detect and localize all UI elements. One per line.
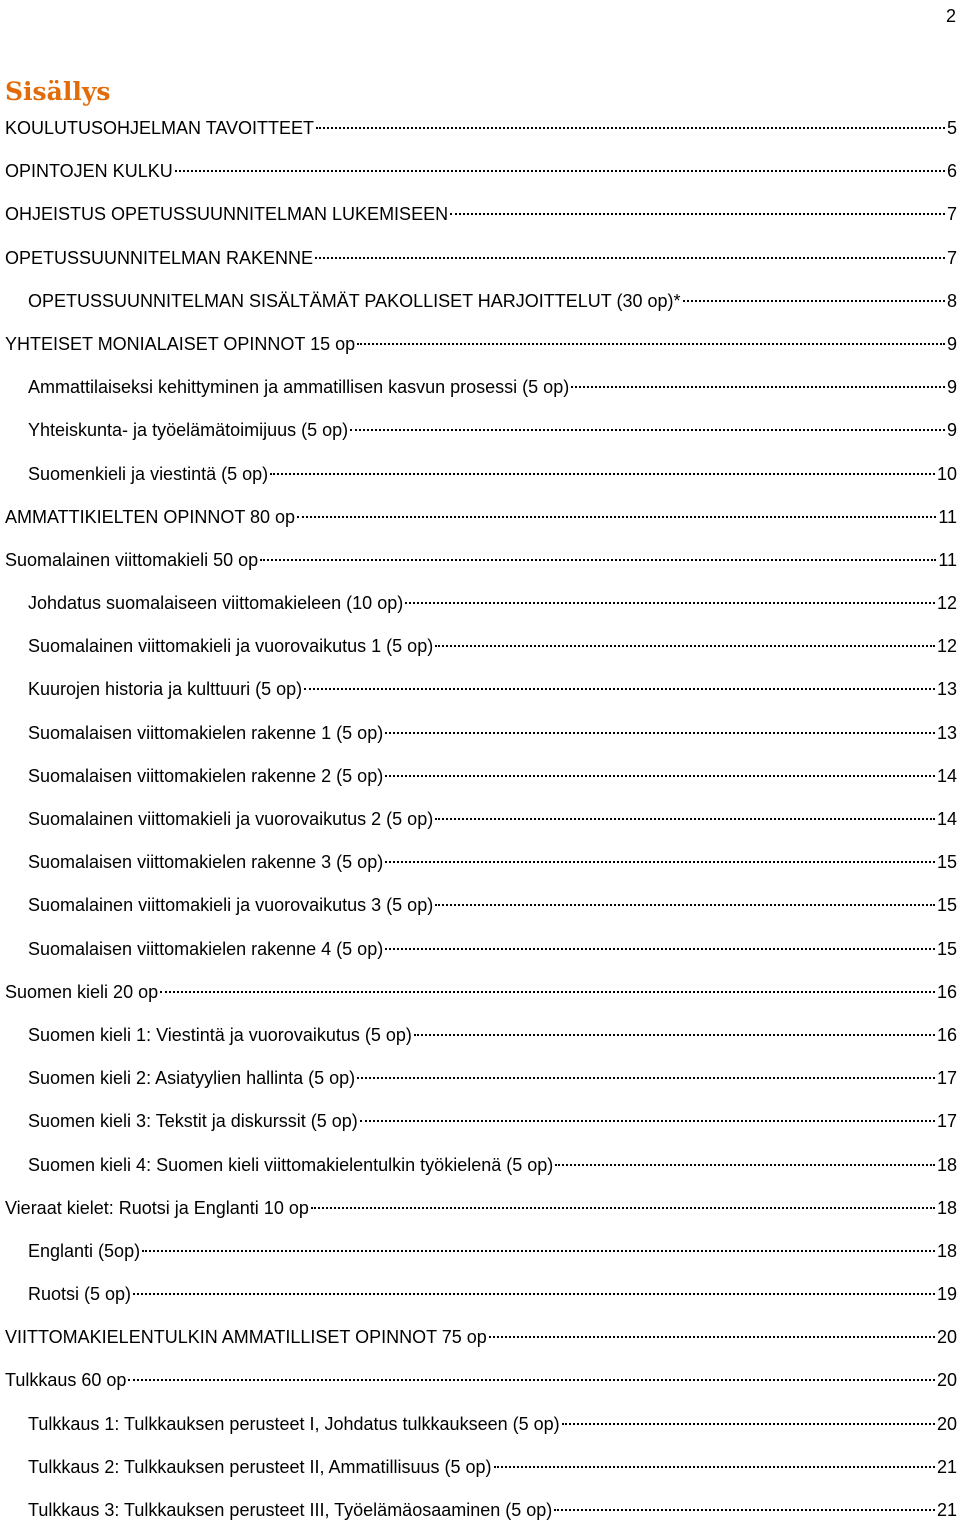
toc-dot-leader xyxy=(555,1164,935,1166)
toc-dot-leader xyxy=(405,602,935,604)
toc-entry[interactable] xyxy=(0,928,960,971)
table-of-contents xyxy=(0,107,960,1532)
toc-entry-page: 13 xyxy=(936,679,957,700)
toc-entry[interactable] xyxy=(0,409,960,452)
toc-dot-leader xyxy=(133,1293,935,1295)
toc-entry-title: OHJEISTUS OPETUSSUUNNITELMAN LUKEMISEEN xyxy=(5,204,449,225)
toc-entry-page: 11 xyxy=(938,506,957,527)
toc-entry-page: 21 xyxy=(936,1456,957,1477)
toc-entry-title: Suomalainen viittomakieli ja vuorovaikutus 3 (5 op) xyxy=(28,895,434,916)
toc-dot-leader xyxy=(385,732,935,734)
toc-entry-title: Suomalaisen viittomakielen rakenne 2 (5 op) xyxy=(28,765,384,786)
toc-entry-page: 14 xyxy=(936,765,957,786)
toc-entry-page: 12 xyxy=(936,636,957,657)
toc-entry-page: 19 xyxy=(936,1284,957,1305)
toc-entry-title: OPETUSSUUNNITELMAN RAKENNE xyxy=(5,247,314,268)
toc-entry-title: Suomen kieli 20 op xyxy=(5,981,159,1002)
toc-entry-page: 21 xyxy=(936,1500,957,1520)
toc-entry-title: Suomalainen viittomakieli 50 op xyxy=(5,549,259,570)
toc-dot-leader xyxy=(450,213,945,215)
toc-entry-title: Ammattilaiseksi kehittyminen ja ammatillisen kasvun prosessi (5 op) xyxy=(28,377,570,398)
toc-entry[interactable] xyxy=(0,1316,960,1359)
toc-entry-page: 17 xyxy=(936,1111,957,1132)
toc-entry-page: 5 xyxy=(946,118,957,138)
toc-entry-title: VIITTOMAKIELENTULKIN AMMATILLISET OPINNOT 75 op xyxy=(5,1327,487,1348)
toc-entry-title: Tulkkaus 60 op xyxy=(5,1370,127,1391)
toc-entry-title: Johdatus suomalaiseen viittomakieleen (10 op) xyxy=(28,593,404,614)
toc-dot-leader xyxy=(414,1034,935,1036)
toc-entry-title: Tulkkaus 2: Tulkkauksen perusteet II, Ammatillisuus (5 op) xyxy=(28,1456,492,1477)
toc-entry[interactable] xyxy=(0,1403,960,1446)
toc-dot-leader xyxy=(315,257,945,259)
toc-entry[interactable] xyxy=(0,1359,960,1402)
toc-entry-page: 17 xyxy=(936,1068,957,1089)
toc-entry-page: 7 xyxy=(946,204,957,225)
toc-dot-leader xyxy=(494,1466,935,1468)
toc-entry[interactable] xyxy=(0,453,960,496)
toc-entry[interactable] xyxy=(0,755,960,798)
toc-entry-title: Kuurojen historia ja kulttuuri (5 op) xyxy=(28,679,303,700)
toc-dot-leader xyxy=(175,170,945,172)
toc-entry[interactable] xyxy=(0,1187,960,1230)
toc-entry-title: Suomen kieli 1: Viestintä ja vuorovaikutus (5 op) xyxy=(28,1024,412,1045)
toc-entry[interactable] xyxy=(0,1100,960,1143)
toc-entry-page: 6 xyxy=(946,161,957,182)
toc-entry-page: 7 xyxy=(946,247,957,268)
toc-entry-title: Tulkkaus 3: Tulkkauksen perusteet III, Työelämäosaaminen (5 op) xyxy=(28,1500,553,1520)
toc-entry[interactable] xyxy=(0,1446,960,1489)
toc-entry-title: Vieraat kielet: Ruotsi ja Englanti 10 op xyxy=(5,1197,309,1218)
toc-entry[interactable] xyxy=(0,539,960,582)
toc-dot-leader xyxy=(316,127,945,129)
toc-dot-leader xyxy=(435,818,935,820)
toc-dot-leader xyxy=(435,904,935,906)
toc-entry-page: 16 xyxy=(936,1024,957,1045)
toc-entry-title: YHTEISET MONIALAISET OPINNOT 15 op xyxy=(5,333,356,354)
toc-entry-title: Suomen kieli 3: Tekstit ja diskurssit (5 op) xyxy=(28,1111,358,1132)
toc-entry-title: Suomen kieli 4: Suomen kieli viittomakielentulkin työkielenä (5 op) xyxy=(28,1154,554,1175)
toc-dot-leader xyxy=(360,1120,935,1122)
toc-entry[interactable] xyxy=(0,884,960,927)
toc-entry-page: 15 xyxy=(936,895,957,916)
toc-dot-leader xyxy=(260,559,936,561)
toc-dot-leader xyxy=(350,429,945,431)
toc-dot-leader xyxy=(142,1250,935,1252)
toc-entry-title: Suomalaisen viittomakielen rakenne 4 (5 op) xyxy=(28,938,384,959)
toc-entry-page: 20 xyxy=(936,1370,957,1391)
toc-entry[interactable] xyxy=(0,582,960,625)
toc-dot-leader xyxy=(385,775,935,777)
toc-dot-leader xyxy=(160,991,935,993)
toc-entry[interactable] xyxy=(0,1014,960,1057)
toc-entry-page: 13 xyxy=(936,722,957,743)
toc-dot-leader xyxy=(489,1336,935,1338)
toc-entry-page: 9 xyxy=(946,420,957,441)
toc-entry-title: AMMATTIKIELTEN OPINNOT 80 op xyxy=(5,506,296,527)
toc-entry-title: Suomalaisen viittomakielen rakenne 3 (5 op) xyxy=(28,852,384,873)
toc-dot-leader xyxy=(385,861,935,863)
toc-entry-page: 14 xyxy=(936,809,957,829)
toc-dot-leader xyxy=(562,1423,935,1425)
toc-entry[interactable] xyxy=(0,366,960,409)
toc-entry[interactable] xyxy=(0,496,960,539)
toc-entry-page: 16 xyxy=(936,981,957,1002)
toc-entry[interactable] xyxy=(0,1144,960,1187)
toc-entry-page: 9 xyxy=(946,333,957,354)
toc-entry-title: Suomalainen viittomakieli ja vuorovaikutus 1 (5 op) xyxy=(28,636,434,657)
toc-entry[interactable] xyxy=(0,150,960,193)
toc-entry-page: 11 xyxy=(938,549,957,570)
toc-entry-page: 10 xyxy=(936,463,957,484)
toc-dot-leader xyxy=(683,300,945,302)
toc-entry-title: Suomalaisen viittomakielen rakenne 1 (5 op) xyxy=(28,722,384,743)
toc-entry-title: OPETUSSUUNNITELMAN SISÄLTÄMÄT PAKOLLISET HARJOITTELUT (30 op)* xyxy=(28,290,681,311)
toc-entry-page: 9 xyxy=(946,377,957,398)
toc-entry[interactable] xyxy=(0,107,960,150)
toc-entry-page: 20 xyxy=(936,1327,957,1348)
toc-entry[interactable] xyxy=(0,668,960,711)
toc-entry[interactable] xyxy=(0,193,960,236)
toc-entry[interactable] xyxy=(0,712,960,755)
toc-dot-leader xyxy=(311,1207,935,1209)
toc-entry[interactable] xyxy=(0,798,960,841)
toc-entry-title: Yhteiskunta- ja työelämätoimijuus (5 op) xyxy=(28,420,349,441)
toc-entry[interactable] xyxy=(0,971,960,1014)
toc-entry-title: Suomen kieli 2: Asiatyylien hallinta (5 op) xyxy=(28,1068,356,1089)
toc-entry-title: Tulkkaus 1: Tulkkauksen perusteet I, Johdatus tulkkaukseen (5 op) xyxy=(28,1413,560,1434)
toc-dot-leader xyxy=(571,386,945,388)
toc-entry-title: OPINTOJEN KULKU xyxy=(5,161,173,182)
toc-entry[interactable] xyxy=(0,323,960,366)
toc-entry-title: Suomenkieli ja viestintä (5 op) xyxy=(28,463,269,484)
toc-dot-leader xyxy=(435,645,935,647)
toc-title: Sisällys xyxy=(5,77,111,106)
toc-entry[interactable] xyxy=(0,625,960,668)
toc-entry-page: 18 xyxy=(936,1154,957,1175)
toc-dot-leader xyxy=(357,343,945,345)
toc-entry-page: 20 xyxy=(936,1413,957,1434)
toc-entry[interactable] xyxy=(0,1057,960,1100)
toc-entry-page: 12 xyxy=(936,593,957,614)
toc-entry-page: 15 xyxy=(936,938,957,959)
toc-entry[interactable] xyxy=(0,280,960,323)
toc-entry-title: Englanti (5op) xyxy=(28,1240,141,1261)
toc-dot-leader xyxy=(385,948,935,950)
toc-entry[interactable] xyxy=(0,1273,960,1316)
page-number: 2 xyxy=(945,6,956,26)
toc-dot-leader xyxy=(270,473,935,475)
toc-dot-leader xyxy=(357,1077,935,1079)
toc-dot-leader xyxy=(128,1379,935,1381)
toc-entry-page: 18 xyxy=(936,1240,957,1261)
toc-entry[interactable] xyxy=(0,1230,960,1273)
toc-dot-leader xyxy=(297,516,936,518)
toc-dot-leader xyxy=(554,1509,935,1511)
toc-entry-page: 8 xyxy=(946,290,957,311)
toc-entry-page: 15 xyxy=(936,852,957,873)
toc-entry[interactable] xyxy=(0,841,960,884)
toc-entry[interactable] xyxy=(0,237,960,280)
toc-entry-page: 18 xyxy=(936,1197,957,1218)
toc-dot-leader xyxy=(304,688,935,690)
toc-entry-title: KOULUTUSOHJELMAN TAVOITTEET xyxy=(5,118,315,138)
toc-entry-title: Ruotsi (5 op) xyxy=(28,1284,132,1305)
toc-entry-title: Suomalainen viittomakieli ja vuorovaikutus 2 (5 op) xyxy=(28,809,434,829)
